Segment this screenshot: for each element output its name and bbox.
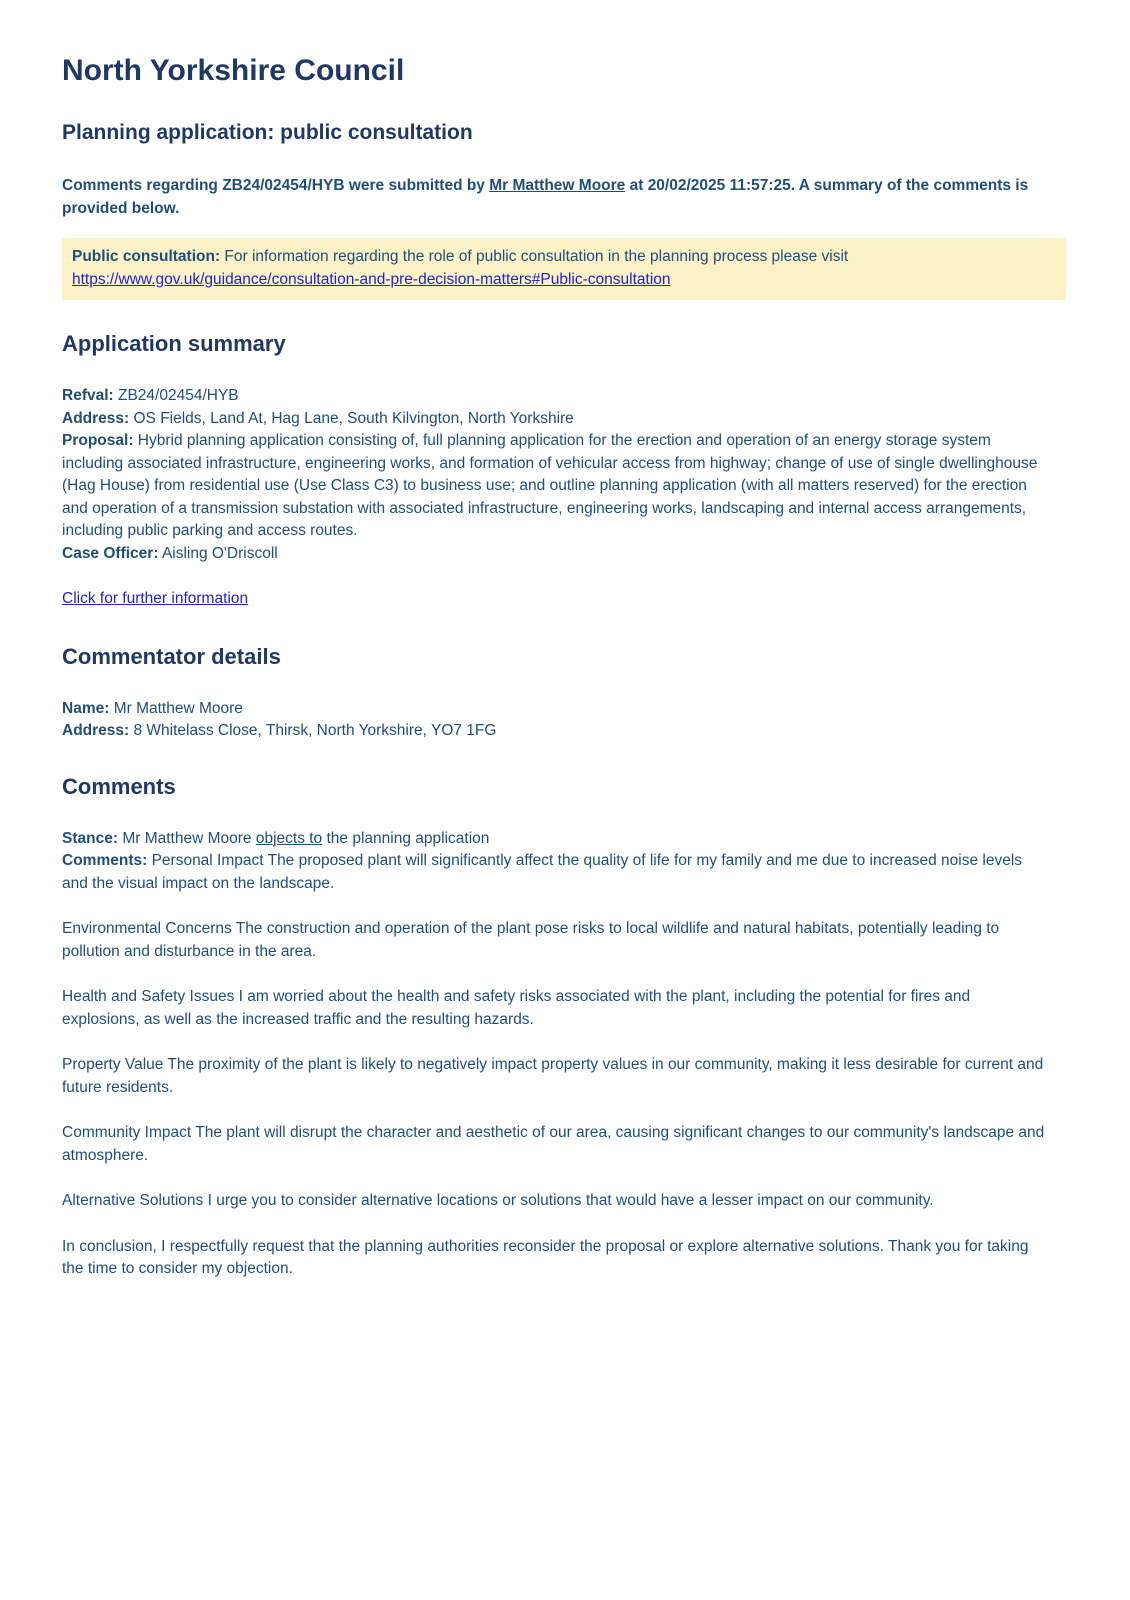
refval-line	[62, 385, 1046, 408]
commentator-address-line	[62, 720, 1046, 743]
commentator-name-line	[62, 698, 1046, 721]
page-title: North Yorkshire Council	[62, 54, 405, 87]
proposal-line	[62, 430, 1046, 543]
commentator-name-value: Mr Matthew Moore	[113, 699, 243, 717]
comment-paragraph: In conclusion, I respectfully request that the planning authorities reconsider the proposal or explore alternative solutions. Thank you for taking the time to consider my objection.	[62, 1237, 1029, 1277]
gov-uk-consultation-link[interactable]: https://www.gov.uk/guidance/consultation-and-pre-decision-matters#Public-consultation	[72, 270, 671, 288]
further-information-link[interactable]: Click for further information	[62, 590, 249, 607]
submission-summary-prefix: Comments regarding ZB24/02454/HYB were submitted by	[62, 177, 490, 194]
notice-text: For information regarding the role of public consultation in the planning process please visit	[220, 248, 849, 265]
commentator-address-value: 8 Whitelass Close, Thirsk, North Yorkshire, YO7 1FG	[133, 722, 497, 739]
commentator-name-link[interactable]: Mr Matthew Moore	[489, 177, 626, 194]
application-summary-body	[62, 385, 1046, 613]
application-address-label: Address:	[62, 409, 130, 427]
stance-suffix: the planning application	[322, 829, 490, 847]
stance-line	[62, 828, 1046, 851]
refval-value: ZB24/02454/HYB	[118, 387, 239, 404]
stance-prefix: Mr Matthew Moore	[122, 829, 256, 847]
application-address-line	[62, 408, 1046, 431]
section-heading-commentator-details: Commentator details	[62, 643, 281, 669]
comments-first-paragraph-text: Personal Impact The proposed plant will significantly affect the quality of life for my family and me due to increased noise levels and the visual impact on the landscape.	[62, 852, 1023, 892]
comment-paragraph: Environmental Concerns The construction and operation of the plant pose risks to local wildlife and natural habitats, potentially leading to pollution and disturbance in the area.	[62, 920, 1000, 960]
comment-paragraph: Health and Safety Issues I am worried about the health and safety risks associated with the plant, including the potential for fires and explosions, as well as the increased traffic and the resulting hazards.	[62, 988, 971, 1028]
proposal-label: Proposal:	[62, 432, 134, 449]
comment-paragraph: Community Impact The plant will disrupt the character and aesthetic of our area, causing significant changes to our community's landscape and atmosphere.	[62, 1124, 1045, 1164]
commentator-address-label: Address:	[62, 722, 130, 739]
stance-label: Stance:	[62, 829, 118, 847]
comment-paragraph: Property Value The proximity of the plant is likely to negatively impact property values in our community, making it less desirable for current and future residents.	[62, 1056, 1044, 1096]
section-heading-comments: Comments	[62, 773, 176, 799]
case-officer-line	[62, 543, 1046, 566]
case-officer-value: Aisling O'Driscoll	[161, 544, 278, 562]
submission-summary-suffix: at 20/02/2025 11:57:25. A summary of the comments is provided below.	[62, 177, 1029, 217]
stance-objects-to: objects to	[255, 829, 323, 847]
comments-label: Comments:	[62, 852, 148, 869]
public-consultation-notice	[62, 238, 1066, 300]
commentator-name-label: Name:	[62, 699, 110, 717]
refval-label: Refval:	[62, 387, 114, 404]
submission-summary	[62, 175, 1046, 220]
proposal-text: Hybrid planning application consisting of, full planning application for the erection and operation of an energy storage system including associated infrastructure, engineering works, and formation of vehicular access from highway; change of use of single dwellinghouse (Hag House) from residential use (Use Class C3) to business use; and outline planning application (with all matters reserved) for the erection and operation of a transmission substation with associated infrastructure, engineering works, landscaping and internal access arrangements, including public parking and access routes.	[62, 432, 1038, 539]
commentator-details-body	[62, 698, 1046, 743]
case-officer-label: Case Officer:	[62, 544, 159, 562]
comment-paragraph: Alternative Solutions I urge you to consider alternative locations or solutions that would have a lesser impact on our community.	[62, 1192, 934, 1209]
notice-label: Public consultation:	[72, 248, 221, 265]
comments-body	[62, 828, 1046, 1281]
page-subtitle: Planning application: public consultation	[62, 121, 473, 144]
application-address-value: OS Fields, Land At, Hag Lane, South Kilvington, North Yorkshire	[133, 409, 574, 427]
section-heading-application-summary: Application summary	[62, 331, 286, 356]
comments-first-paragraph	[62, 850, 1046, 895]
